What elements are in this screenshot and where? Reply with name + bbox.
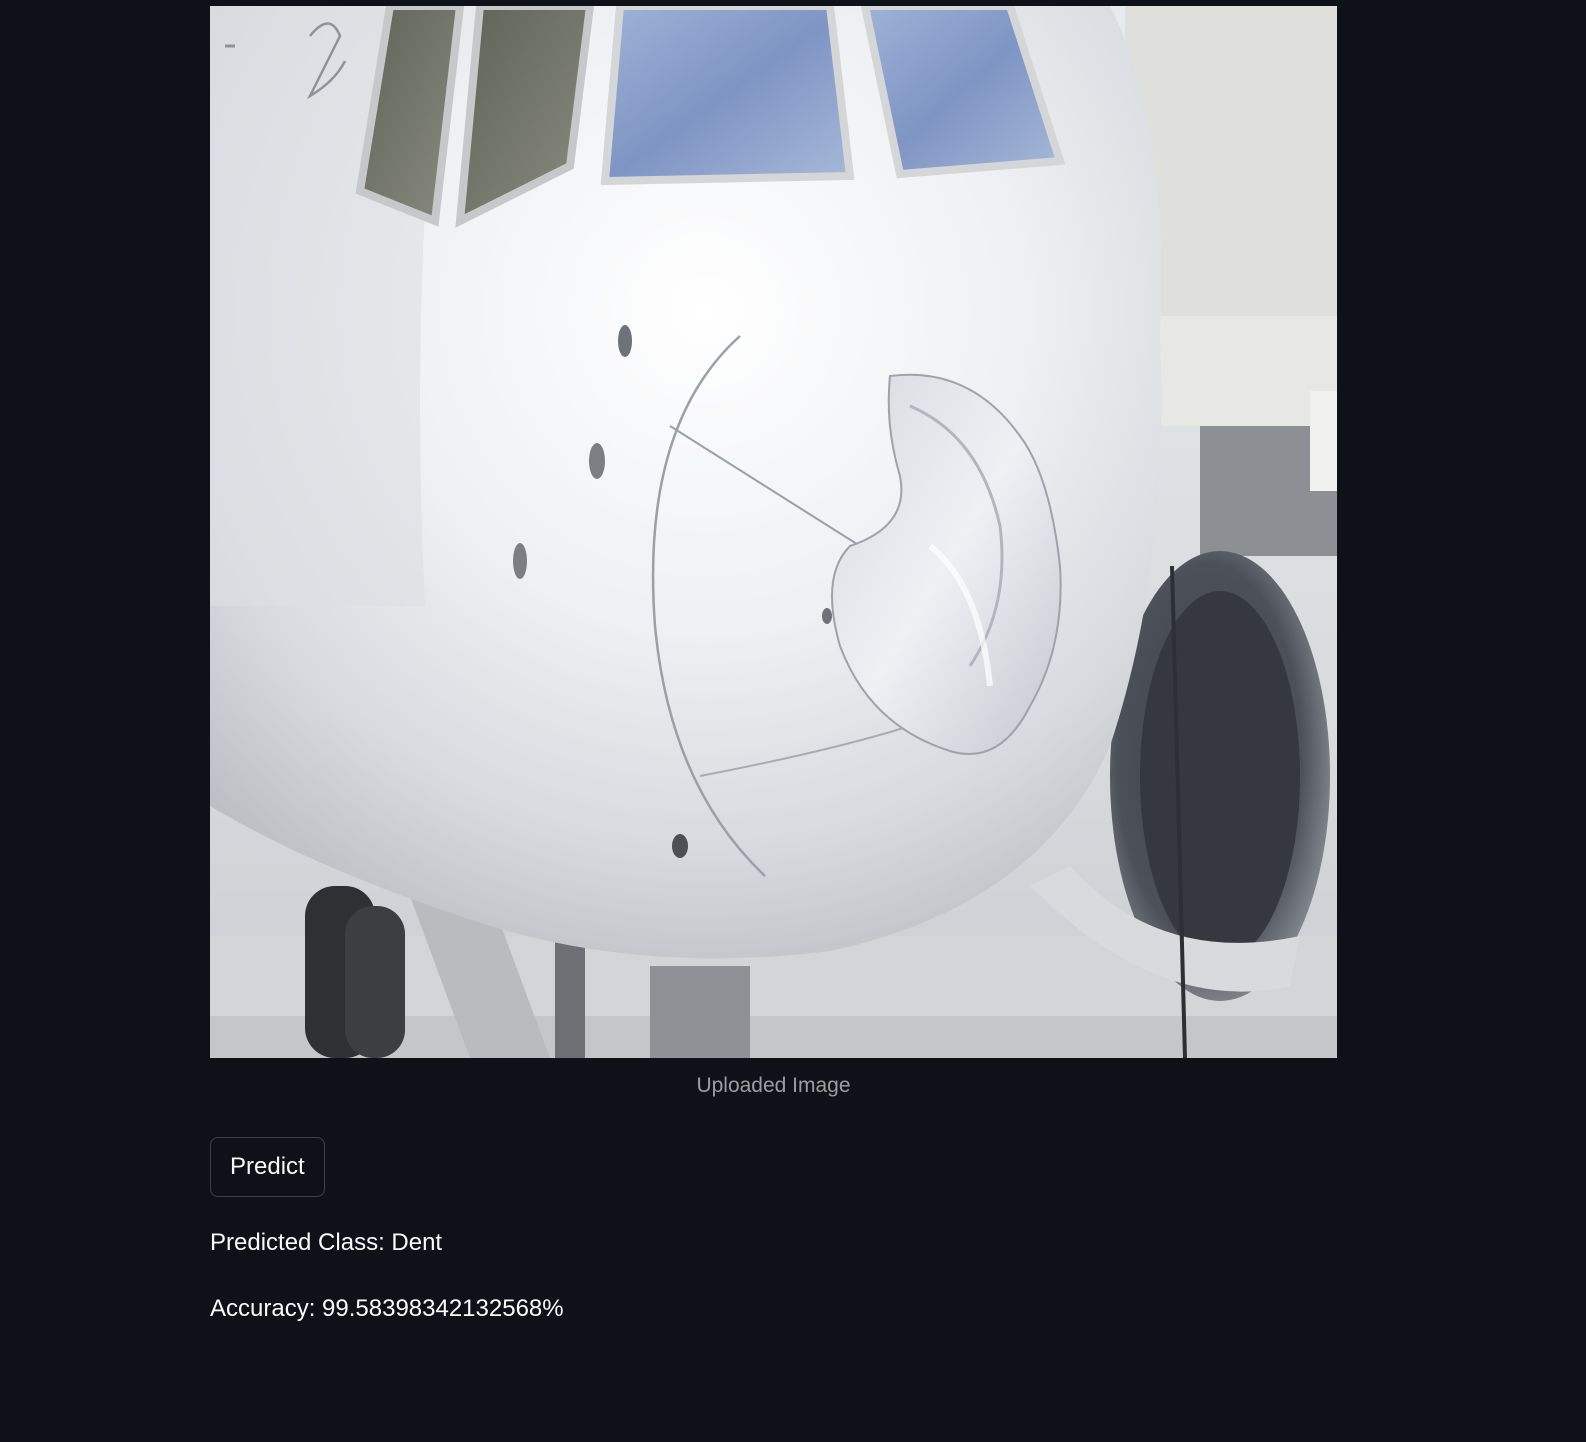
predict-button[interactable]: Predict: [210, 1137, 325, 1197]
aircraft-photo: [210, 6, 1337, 1058]
accuracy-text: Accuracy: 99.58398342132568%: [210, 1295, 564, 1322]
predicted-class-text: Predicted Class: Dent: [210, 1229, 443, 1256]
uploaded-image: [210, 6, 1337, 1058]
image-caption: Uploaded Image: [696, 1074, 851, 1097]
